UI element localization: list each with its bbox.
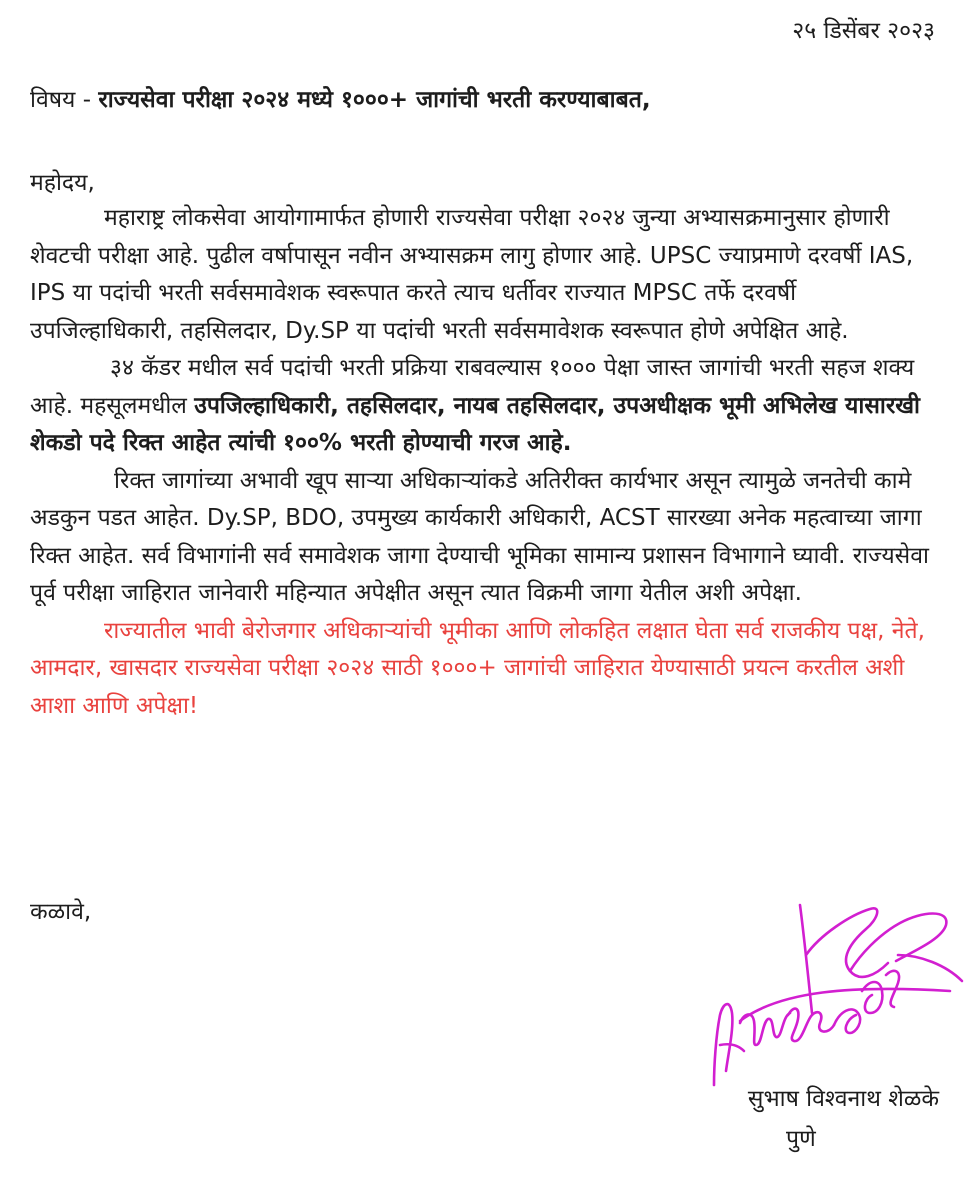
paragraph-4-highlight: राज्यातील भावी बेरोजगार अधिकाऱ्यांची भूमीका आणि लोकहित लक्षात घेता सर्व राजकीय पक्ष, नेते, आमदार, खासदार राज्यसेवा परीक्षा २०२४ साठी १०००+ जागांची जाहिरात येण्यासाठी प्रयत्न करतील अशी आशा आणि अपेक्षा! — [30, 617, 925, 719]
paragraph-2-normal: ३४ कॅडर मधील सर्व पदांची भरती प्रक्रिया राबवल्यास १००० पेक्षा जास्त जागांची भरती सहज शक्य आहे. महसूलमधील — [30, 355, 915, 419]
subject-text: राज्यसेवा परीक्षा २०२४ मध्ये १०००+ जागांची भरती करण्याबाबत, — [98, 87, 651, 113]
paragraph-2 — [30, 350, 935, 463]
closing: कळावे, — [30, 899, 92, 925]
paragraph-1: महाराष्ट्र लोकसेवा आयोगामार्फत होणारी राज्यसेवा परीक्षा २०२४ जुन्या अभ्यासक्रमानुसार होणारी शेवटची परीक्षा आहे. पुढील वर्षापासून नवीन अभ्यासक्रम लागु होणार आहे. UPSC ज्याप्रमाणे दरवर्षी IAS, IPS या पदांची भरती सर्वसमावेशक स्वरूपात करते त्याच धर्तीवर राज्यात MPSC तर्फे दरवर्षी उपजिल्हाधिकारी, तहसिलदार, Dy.SP या पदांची भरती सर्वसमावेशक स्वरूपात होणे अपेक्षित आहे. — [30, 205, 914, 344]
letter-date: २५ डिसेंबर २०२३ — [792, 18, 935, 44]
handwritten-signature — [700, 895, 965, 1095]
paragraph-3: रिक्त जागांच्या अभावी खूप साऱ्या अधिकाऱ्यांकडे अतिरीक्त कार्यभार असून त्यामुळे जनतेची कामे अडकुन पडत आहेत. Dy.SP, BDO, उपमुख्य कार्यकारी अधिकारी, ACST सारख्या अनेक महत्वाच्या जागा रिक्त आहेत. सर्व विभागांनी सर्व समावेशक जागा देण्याची भूमिका सामान्य प्रशासन विभागाने घ्यावी. राज्यसेवा पूर्व परीक्षा जाहिरात जानेवारी महिन्यात अपेक्षीत असून त्यात विक्रमी जागा येतील अशी अपेक्षा. — [30, 467, 929, 606]
letter-subject — [30, 83, 950, 117]
subject-prefix: विषय - — [30, 87, 99, 113]
salutation: महोदय, — [30, 170, 95, 196]
letter-body — [30, 200, 935, 725]
signer-city: पुणे — [786, 1126, 816, 1152]
signer-name: सुभाष विश्वनाथ शेळके — [747, 1086, 939, 1112]
paragraph-2-bold: उपजिल्हाधिकारी, तहसिलदार, नायब तहसिलदार, उपअधीक्षक भूमी अभिलेख यासारखी शेकडो पदे रिक्त आहेत त्यांची १००% भरती होण्याची गरज आहे. — [30, 392, 920, 456]
